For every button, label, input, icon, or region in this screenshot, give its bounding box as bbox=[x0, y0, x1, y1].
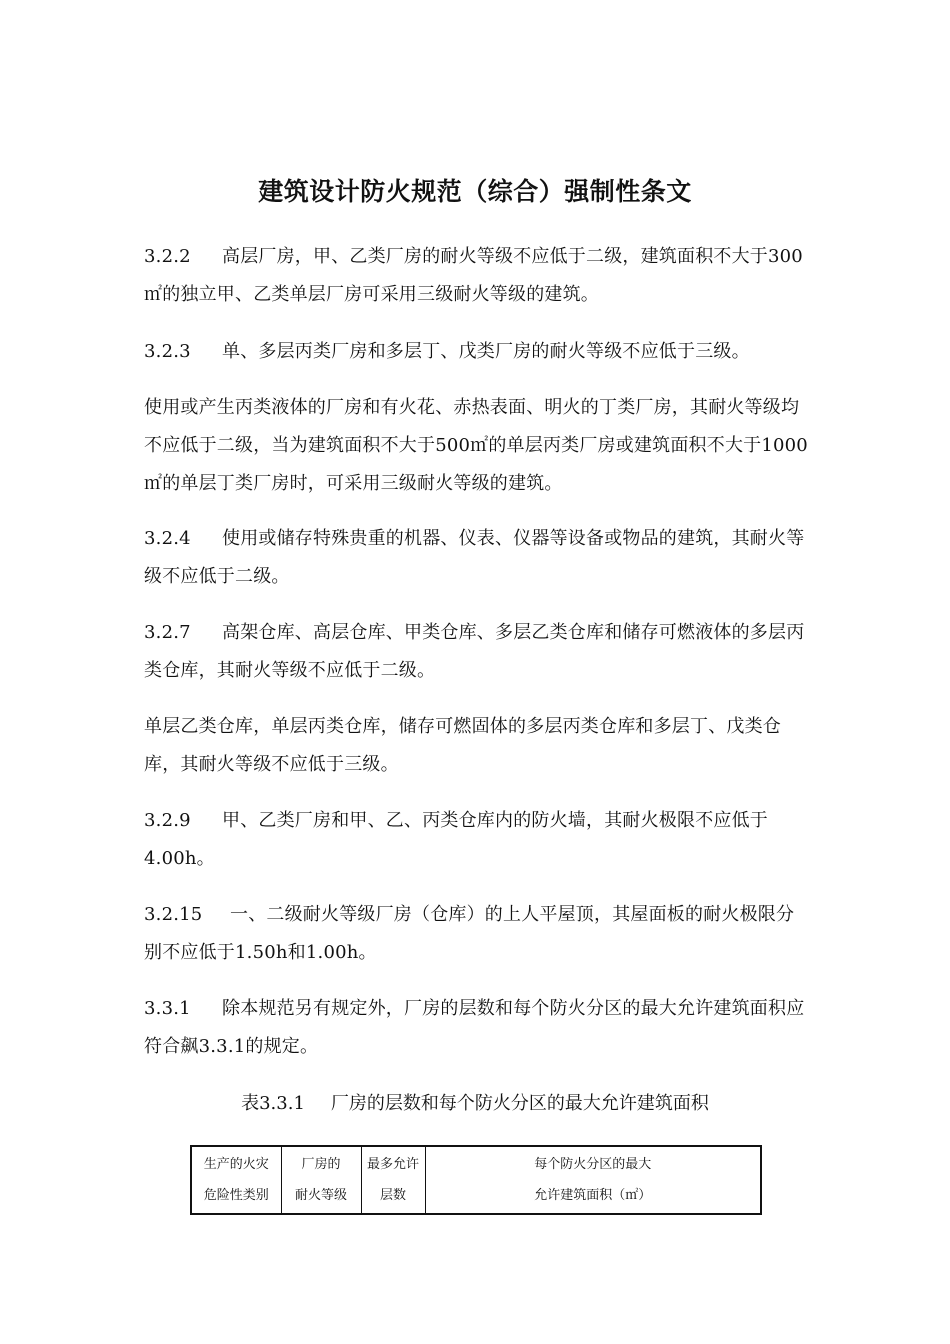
clause-number: 3.2.15 bbox=[144, 904, 203, 925]
clause-text: 使用或产生丙类液体的厂房和有火花、赤热表面、明火的丁类厂房，其耐火等级均不应低于二级，当为建筑面积不大于500㎡的单层丙类厂房或建筑面积不大于1000㎡的单层丁类厂房时，可采用三级耐火等级的建筑。 bbox=[144, 397, 808, 494]
header-line: 最多允许 bbox=[366, 1157, 419, 1172]
clause-number: 3.2.2 bbox=[144, 246, 191, 267]
table-caption-text: 厂房的层数和每个防火分区的最大允许建筑面积 bbox=[330, 1093, 709, 1114]
header-line: 允许建筑面积（㎡） bbox=[534, 1188, 652, 1203]
header-line: 危险性类别 bbox=[203, 1188, 269, 1203]
clause-text: 使用或储存特殊贵重的机器、仪表、仪器等设备或物品的建筑，其耐火等级不应低于二级。 bbox=[144, 528, 805, 587]
header-hazard-category bbox=[191, 1146, 281, 1214]
header-max-floors bbox=[361, 1146, 425, 1214]
clause-3-2-3-continued bbox=[144, 389, 810, 503]
clause-number: 3.2.3 bbox=[144, 341, 191, 362]
table-caption bbox=[0, 1086, 950, 1122]
clause-text: 单、多层丙类厂房和多层丁、戊类厂房的耐火等级不应低于三级。 bbox=[222, 341, 750, 362]
clause-text: 一、二级耐火等级厂房（仓库）的上人平屋顶，其屋面板的耐火极限分别不应低于1.50h和1.00h。 bbox=[144, 904, 795, 963]
clause-text: 除本规范另有规定外，厂房的层数和每个防火分区的最大允许建筑面积应符合飙3.3.1的规定。 bbox=[144, 998, 805, 1057]
clause-3-2-2 bbox=[144, 238, 810, 314]
document-title: 建筑设计防火规范（综合）强制性条文 bbox=[258, 177, 692, 206]
clause-3-2-3 bbox=[144, 333, 810, 371]
clause-text: 甲、乙类厂房和甲、乙、丙类仓库内的防火墙，其耐火极限不应低于4.00h。 bbox=[144, 810, 768, 869]
clause-3-2-15 bbox=[144, 896, 810, 972]
clause-text: 高层厂房，甲、乙类厂房的耐火等级不应低于二级，建筑面积不大于300㎡的独立甲、乙类单层厂房可采用三级耐火等级的建筑。 bbox=[144, 246, 803, 305]
clause-text: 单层乙类仓库，单层丙类仓库，储存可燃固体的多层丙类仓库和多层丁、戊类仓库，其耐火等级不应低于三级。 bbox=[144, 716, 781, 775]
header-fire-resistance-rating bbox=[281, 1146, 361, 1214]
clause-3-2-7 bbox=[144, 614, 810, 690]
table-header-row bbox=[191, 1146, 761, 1214]
fire-compartment-table bbox=[190, 1145, 762, 1215]
clause-text: 高架仓库、高层仓库、甲类仓库、多层乙类仓库和储存可燃液体的多层丙类仓库，其耐火等级不应低于二级。 bbox=[144, 622, 805, 681]
clause-number: 3.2.9 bbox=[144, 810, 191, 831]
header-line: 生产的火灾 bbox=[203, 1157, 269, 1172]
clause-number: 3.2.4 bbox=[144, 528, 191, 549]
clause-3-2-7-continued bbox=[144, 708, 810, 784]
header-line: 每个防火分区的最大 bbox=[534, 1157, 652, 1172]
table-caption-id: 表3.3.1 bbox=[241, 1093, 305, 1114]
clause-3-2-4 bbox=[144, 520, 810, 596]
header-max-area bbox=[425, 1146, 761, 1214]
clause-3-3-1 bbox=[144, 990, 810, 1066]
header-line: 层数 bbox=[379, 1188, 406, 1203]
clause-number: 3.2.7 bbox=[144, 622, 191, 643]
clause-3-2-9 bbox=[144, 802, 810, 878]
clause-number: 3.3.1 bbox=[144, 998, 191, 1019]
header-line: 耐火等级 bbox=[294, 1188, 347, 1203]
header-line: 厂房的 bbox=[301, 1157, 341, 1172]
